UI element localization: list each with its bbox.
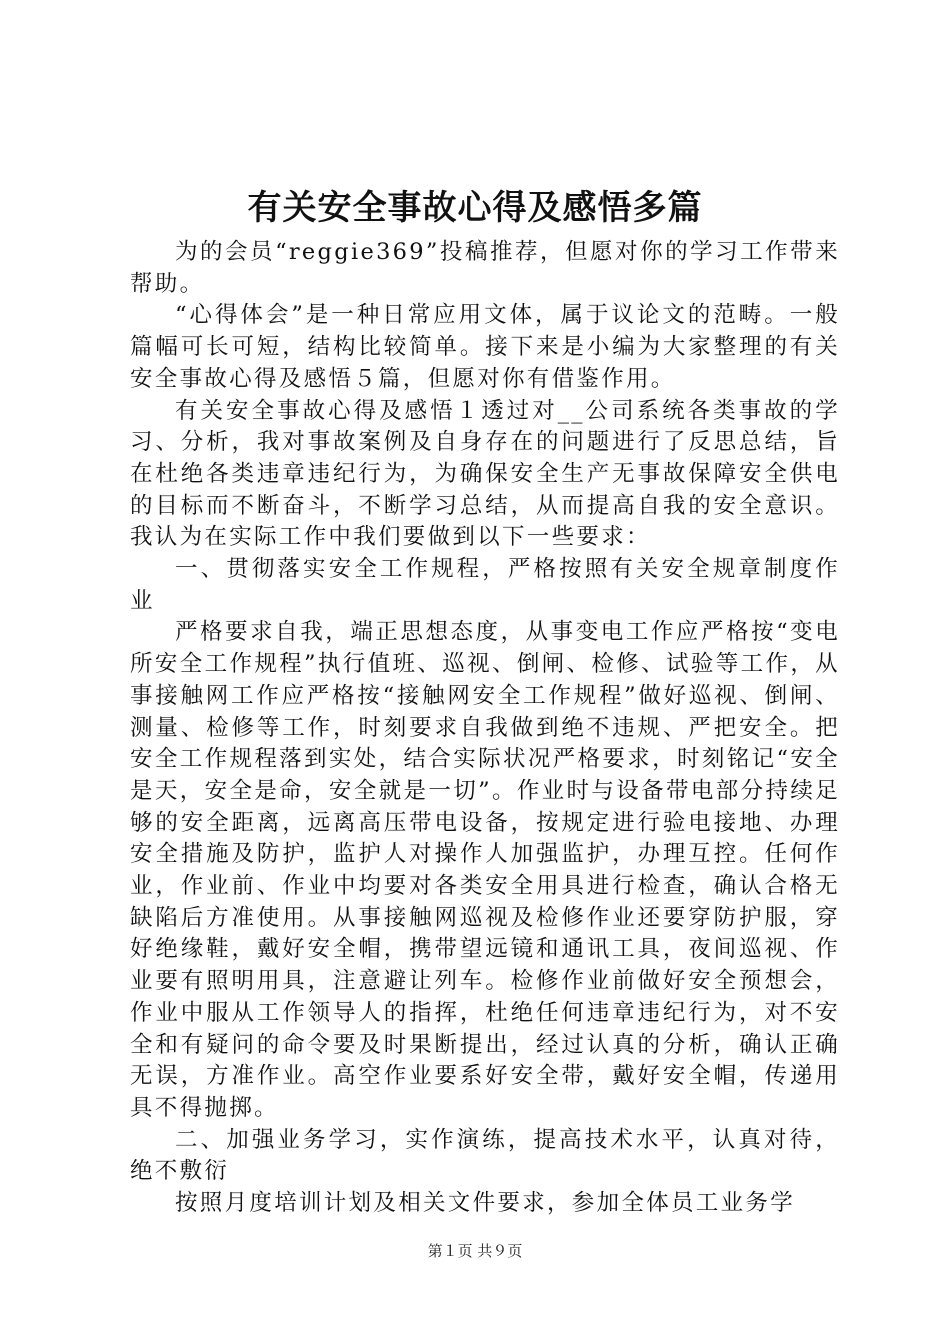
paragraph-definition: “心得体会”是一种日常应用文体，属于议论文的范畴。一般篇幅可长可短，结构比较简单。接下来是小编为大家整理的有关安全事故心得及感悟５篇，但愿对你有借鉴作用。	[130, 302, 840, 392]
section-heading-2: 二、加强业务学习，实作演练，提高技术水平，认真对待，绝不敷衍	[130, 1126, 840, 1185]
paragraph-section-1-body: 严格要求自我，端正思想态度，从事变电工作应严格按“变电所安全工作规程”执行值班、巡视、倒闸、检修、试验等工作，从事接触网工作应严格按“接触网安全工作规程”做好巡视、倒闸、测量、检修等工作，时刻要求自我做到绝不违规、严把安全。把安全工作规程落到实处，结合实际状况严格要求，时刻铭记“安全是天，安全是命，安全就是一切”。作业时与设备带电部分持续足够的安全距离，远离高压带电设备，按规定进行验电接地、办理安全措施及防护，监护人对操作人加强监护，办理互控。任何作业，作业前、作业中均要对各类安全用具进行检查，确认合格无缺陷后方准使用。从事接触网巡视及检修作业还要穿防护服，穿好绝缘鞋，戴好安全帽，携带望远镜和通讯工具，夜间巡视、作业要有照明用具，注意避让列车。检修作业前做好安全预想会，作业中服从工作领导人的指挥，杜绝任何违章违纪行为，对不安全和有疑问的命令要及时果断提出，经过认真的分析，确认正确无误，方准作业。高空作业要系好安全带，戴好安全帽，传递用具不得抛掷。	[130, 619, 840, 1121]
document-title: 有关安全事故心得及感悟多篇	[247, 188, 703, 228]
document-body	[130, 237, 840, 1220]
page-number-footer: 第１页 共９页	[427, 1242, 523, 1260]
paragraph-intro: 为的会员“reggie369”投稿推荐，但愿对你的学习工作带来帮助。	[130, 239, 840, 297]
paragraph-essay-1-intro: 有关安全事故心得及感悟１透过对__公司系统各类事故的学习、分析，我对事故案例及自身存在的问题进行了反思总结，旨在杜绝各类违章违纪行为，为确保安全生产无事故保障安全供电的目标而不断奋斗，不断学习总结，从而提高自我的安全意识。我认为在实际工作中我们要做到以下一些要求：	[130, 397, 840, 551]
paragraph-section-2-body: 按照月度培训计划及相关文件要求，参加全体员工业务学	[175, 1190, 796, 1217]
section-heading-1: 一、贯彻落实安全工作规程，严格按照有关安全规章制度作业	[130, 556, 840, 614]
